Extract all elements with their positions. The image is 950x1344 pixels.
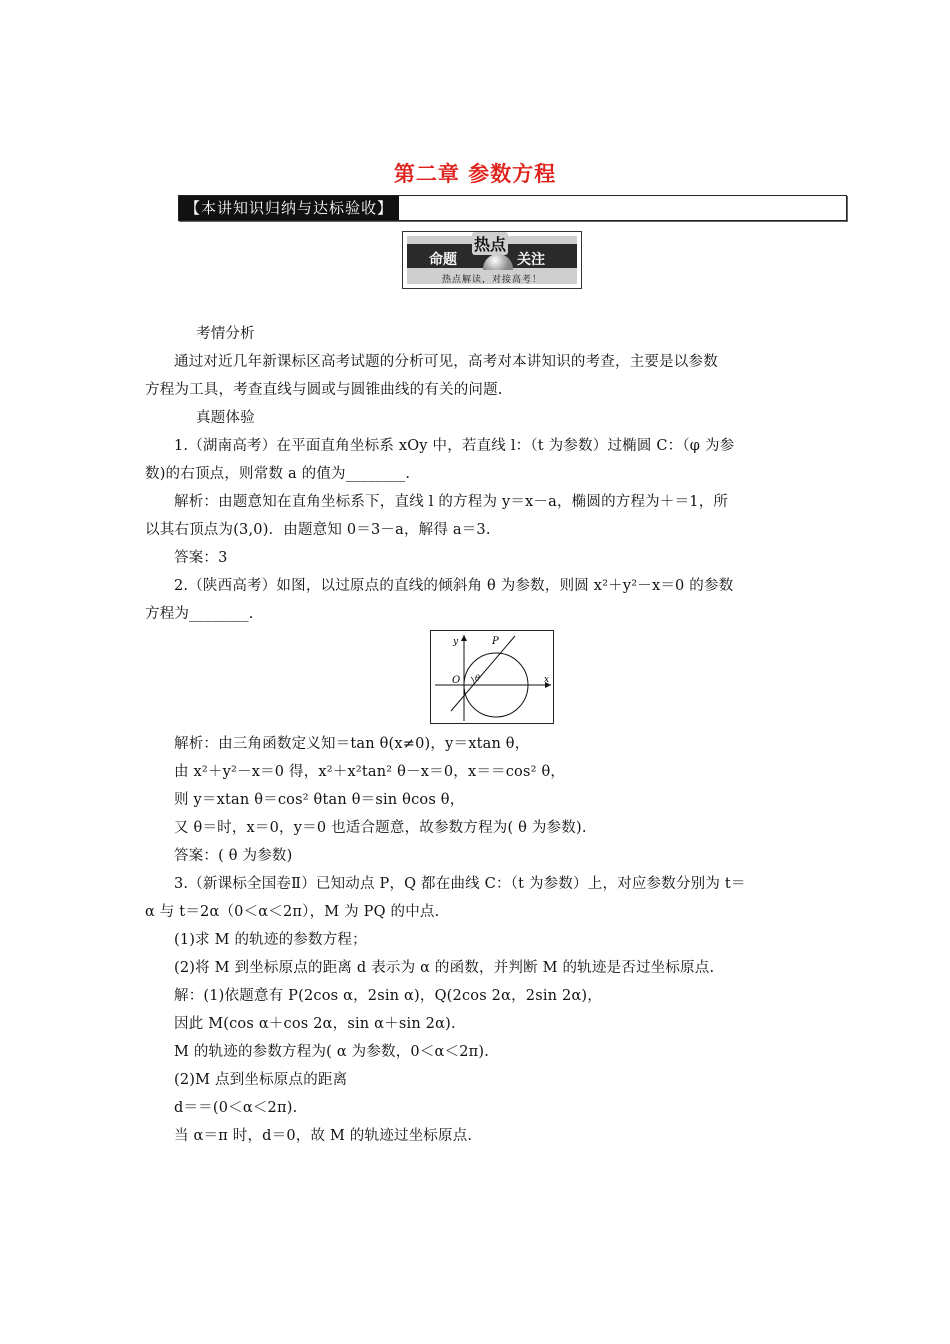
- heading-real-problems: 真题体验: [196, 410, 255, 426]
- circle-figure: [430, 630, 554, 724]
- solution-1-line: 解析：由题意知在直角坐标系下，直线 l 的方程为 y＝x－a，椭圆的方程为＋＝1，所: [174, 494, 729, 510]
- section-banner: [178, 195, 847, 221]
- problem-3-line: 3.（新课标全国卷Ⅱ）已知动点 P，Q 都在曲线 C：（t 为参数）上，对应参数分别为 t＝: [174, 876, 746, 892]
- problem-2-line: 2.（陕西高考）如图，以过原点的直线的倾斜角 θ 为参数，则圆 x²＋y²－x＝0 的参数: [174, 578, 734, 594]
- label-x: x: [544, 675, 550, 685]
- solution-3-line: 因此 M(cos α＋cos 2α，sin α＋sin 2α).: [174, 1016, 456, 1032]
- y-axis-arrow: [461, 635, 467, 641]
- solution-3-line: (2)M 点到坐标原点的距离: [174, 1072, 348, 1088]
- problem-3-line: α 与 t＝2α（0＜α＜2π），M 为 PQ 的中点.: [145, 904, 440, 920]
- badge-left-text: 命题: [429, 252, 457, 268]
- section-banner-label: 【本讲知识归纳与达标验收】: [179, 196, 399, 220]
- problem-3-part-1: (1)求 M 的轨迹的参数方程；: [174, 932, 367, 948]
- paragraph-line: 方程为工具，考查直线与圆或与圆锥曲线的有关的问题.: [145, 382, 503, 398]
- chapter-title: 第二章 参数方程: [393, 162, 557, 186]
- solution-2-line: 由 x²＋y²－x＝0 得，x²＋x²tan² θ－x＝0，x＝＝cos² θ，: [174, 764, 566, 780]
- label-theta: θ: [475, 674, 480, 683]
- solution-1-line: 以其右顶点为(3,0)．由题意知 0＝3－a，解得 a＝3.: [145, 522, 491, 538]
- solution-2-line: 则 y＝xtan θ＝cos² θtan θ＝sin θcos θ，: [174, 792, 465, 808]
- solution-2-line: 又 θ＝时，x＝0，y＝0 也适合题意，故参数方程为( θ 为参数).: [174, 820, 587, 836]
- heading-exam-analysis: 考情分析: [196, 326, 255, 342]
- badge-right-text: 关注: [517, 252, 545, 268]
- solution-2-line: 解析：由三角函数定义知＝tan θ(x≠0)，y＝xtan θ，: [174, 736, 530, 752]
- badge-subtitle: 热点解读，对接高考！: [441, 275, 542, 285]
- answer-1: 答案：3: [174, 550, 228, 566]
- answer-2: 答案：( θ 为参数): [174, 848, 293, 864]
- paragraph-line: 通过对近几年新课标区高考试题的分析可见，高考对本讲知识的考查，主要是以参数: [174, 354, 718, 370]
- label-y: y: [453, 637, 459, 647]
- label-O: O: [452, 675, 461, 686]
- solution-3-line: 当 α＝π 时，d＝0，故 M 的轨迹过坐标原点.: [174, 1128, 473, 1144]
- solution-3-line: d＝＝(0＜α＜2π).: [174, 1100, 298, 1116]
- hot-topic-badge: [402, 231, 582, 289]
- solution-3-line: M 的轨迹的参数方程为( α 为参数，0＜α＜2π).: [174, 1044, 490, 1060]
- problem-3-part-2: (2)将 M 到坐标原点的距离 d 表示为 α 的函数，并判断 M 的轨迹是否过坐标原点.: [174, 960, 715, 976]
- badge-hot-text: 热点: [472, 232, 508, 255]
- problem-1-line: 1.（湖南高考）在平面直角坐标系 xOy 中，若直线 l：（t 为参数）过椭圆 C：（φ 为参: [174, 438, 735, 454]
- solution-3-line: 解：(1)依题意有 P(2cos α，2sin α)，Q(2cos 2α，2sin 2α)，: [174, 988, 602, 1004]
- badge-background: [407, 236, 577, 284]
- problem-2-line: 方程为________.: [145, 606, 254, 622]
- problem-1-line: 数)的右顶点，则常数 a 的值为________.: [145, 466, 411, 482]
- label-P: P: [492, 636, 499, 647]
- circle-figure-svg: [431, 631, 553, 723]
- ray-line: [451, 636, 515, 711]
